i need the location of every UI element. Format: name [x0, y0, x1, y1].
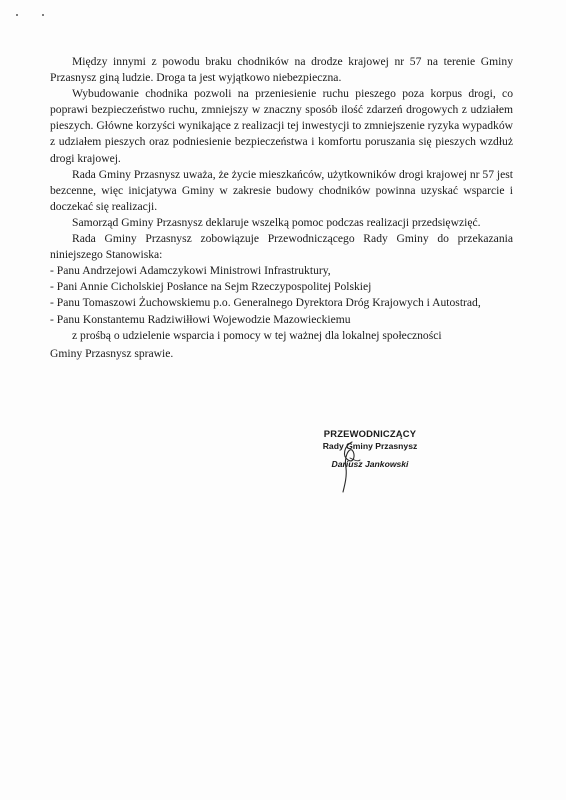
recipient-item: - Pani Annie Cicholskiej Posłance na Sejm Rzeczypospolitej Polskiej — [50, 279, 513, 295]
signature-block — [300, 428, 440, 470]
paragraph-4: Samorząd Gminy Przasnysz deklaruje wszelką pomoc podczas realizacji przedsięwzięć. — [72, 215, 481, 229]
signature-organization: Rady Gminy Przasnysz — [322, 441, 418, 451]
handwritten-signature — [330, 438, 370, 494]
closing-line: z prośbą o udzielenie wsparcia i pomocy w tej ważnej dla lokalnej społeczności — [72, 328, 442, 342]
recipient-item: - Panu Andrzejowi Adamczykowi Ministrowi Infrastruktury, — [50, 263, 513, 279]
scan-mark — [42, 14, 44, 16]
paragraph-1: Między innymi z powodu braku chodników na drodze krajowej nr 57 na terenie Gminy Przasnysz giną ludzie. Droga ta jest wyjątkowo niebezpieczna. — [50, 55, 513, 85]
signature-name: Dariusz Jankowski — [331, 459, 409, 469]
closing-line-end: Gminy Przasnysz sprawie. — [50, 346, 174, 360]
paragraph-3: Rada Gminy Przasnysz uważa, że życie mieszkańców, użytkowników drogi krajowej nr 57 jest bezcenne, więc inicjatywa Gminy w zakresie budowy chodników powinna uzyskać wsparcie i doczekać się realizacji. — [50, 167, 513, 213]
recipient-item: - Panu Tomaszowi Żuchowskiemu p.o. Generalnego Dyrektora Dróg Krajowych i Autostrad, — [50, 295, 513, 311]
recipient-item: - Panu Konstantemu Radziwiłłowi Wojewodzie Mazowieckiemu — [50, 312, 513, 328]
letter-body — [50, 54, 513, 362]
scan-mark — [16, 14, 18, 16]
signature-title: PRZEWODNICZĄCY — [323, 428, 417, 439]
paragraph-2: Wybudowanie chodnika pozwoli na przeniesienie ruchu pieszego poza korpus drogi, co poprawi bezpieczeństwo ruchu, zmniejszy w znaczny sposób ilość zdarzeń drogowych z udziałem pieszych. Główne korzyści wynikające z realizacji tej inwestycji to zmniejszenie ryzyka wypadków z udziałem pieszych oraz podniesienie bezpieczeństwa i komfortu poruszania się pieszych wzdłuż drogi krajowej. — [50, 87, 513, 165]
paragraph-5: Rada Gminy Przasnysz zobowiązuje Przewodniczącego Rady Gminy do przekazania niniejszego Stanowiska: — [50, 232, 513, 262]
recipient-list — [50, 263, 513, 327]
